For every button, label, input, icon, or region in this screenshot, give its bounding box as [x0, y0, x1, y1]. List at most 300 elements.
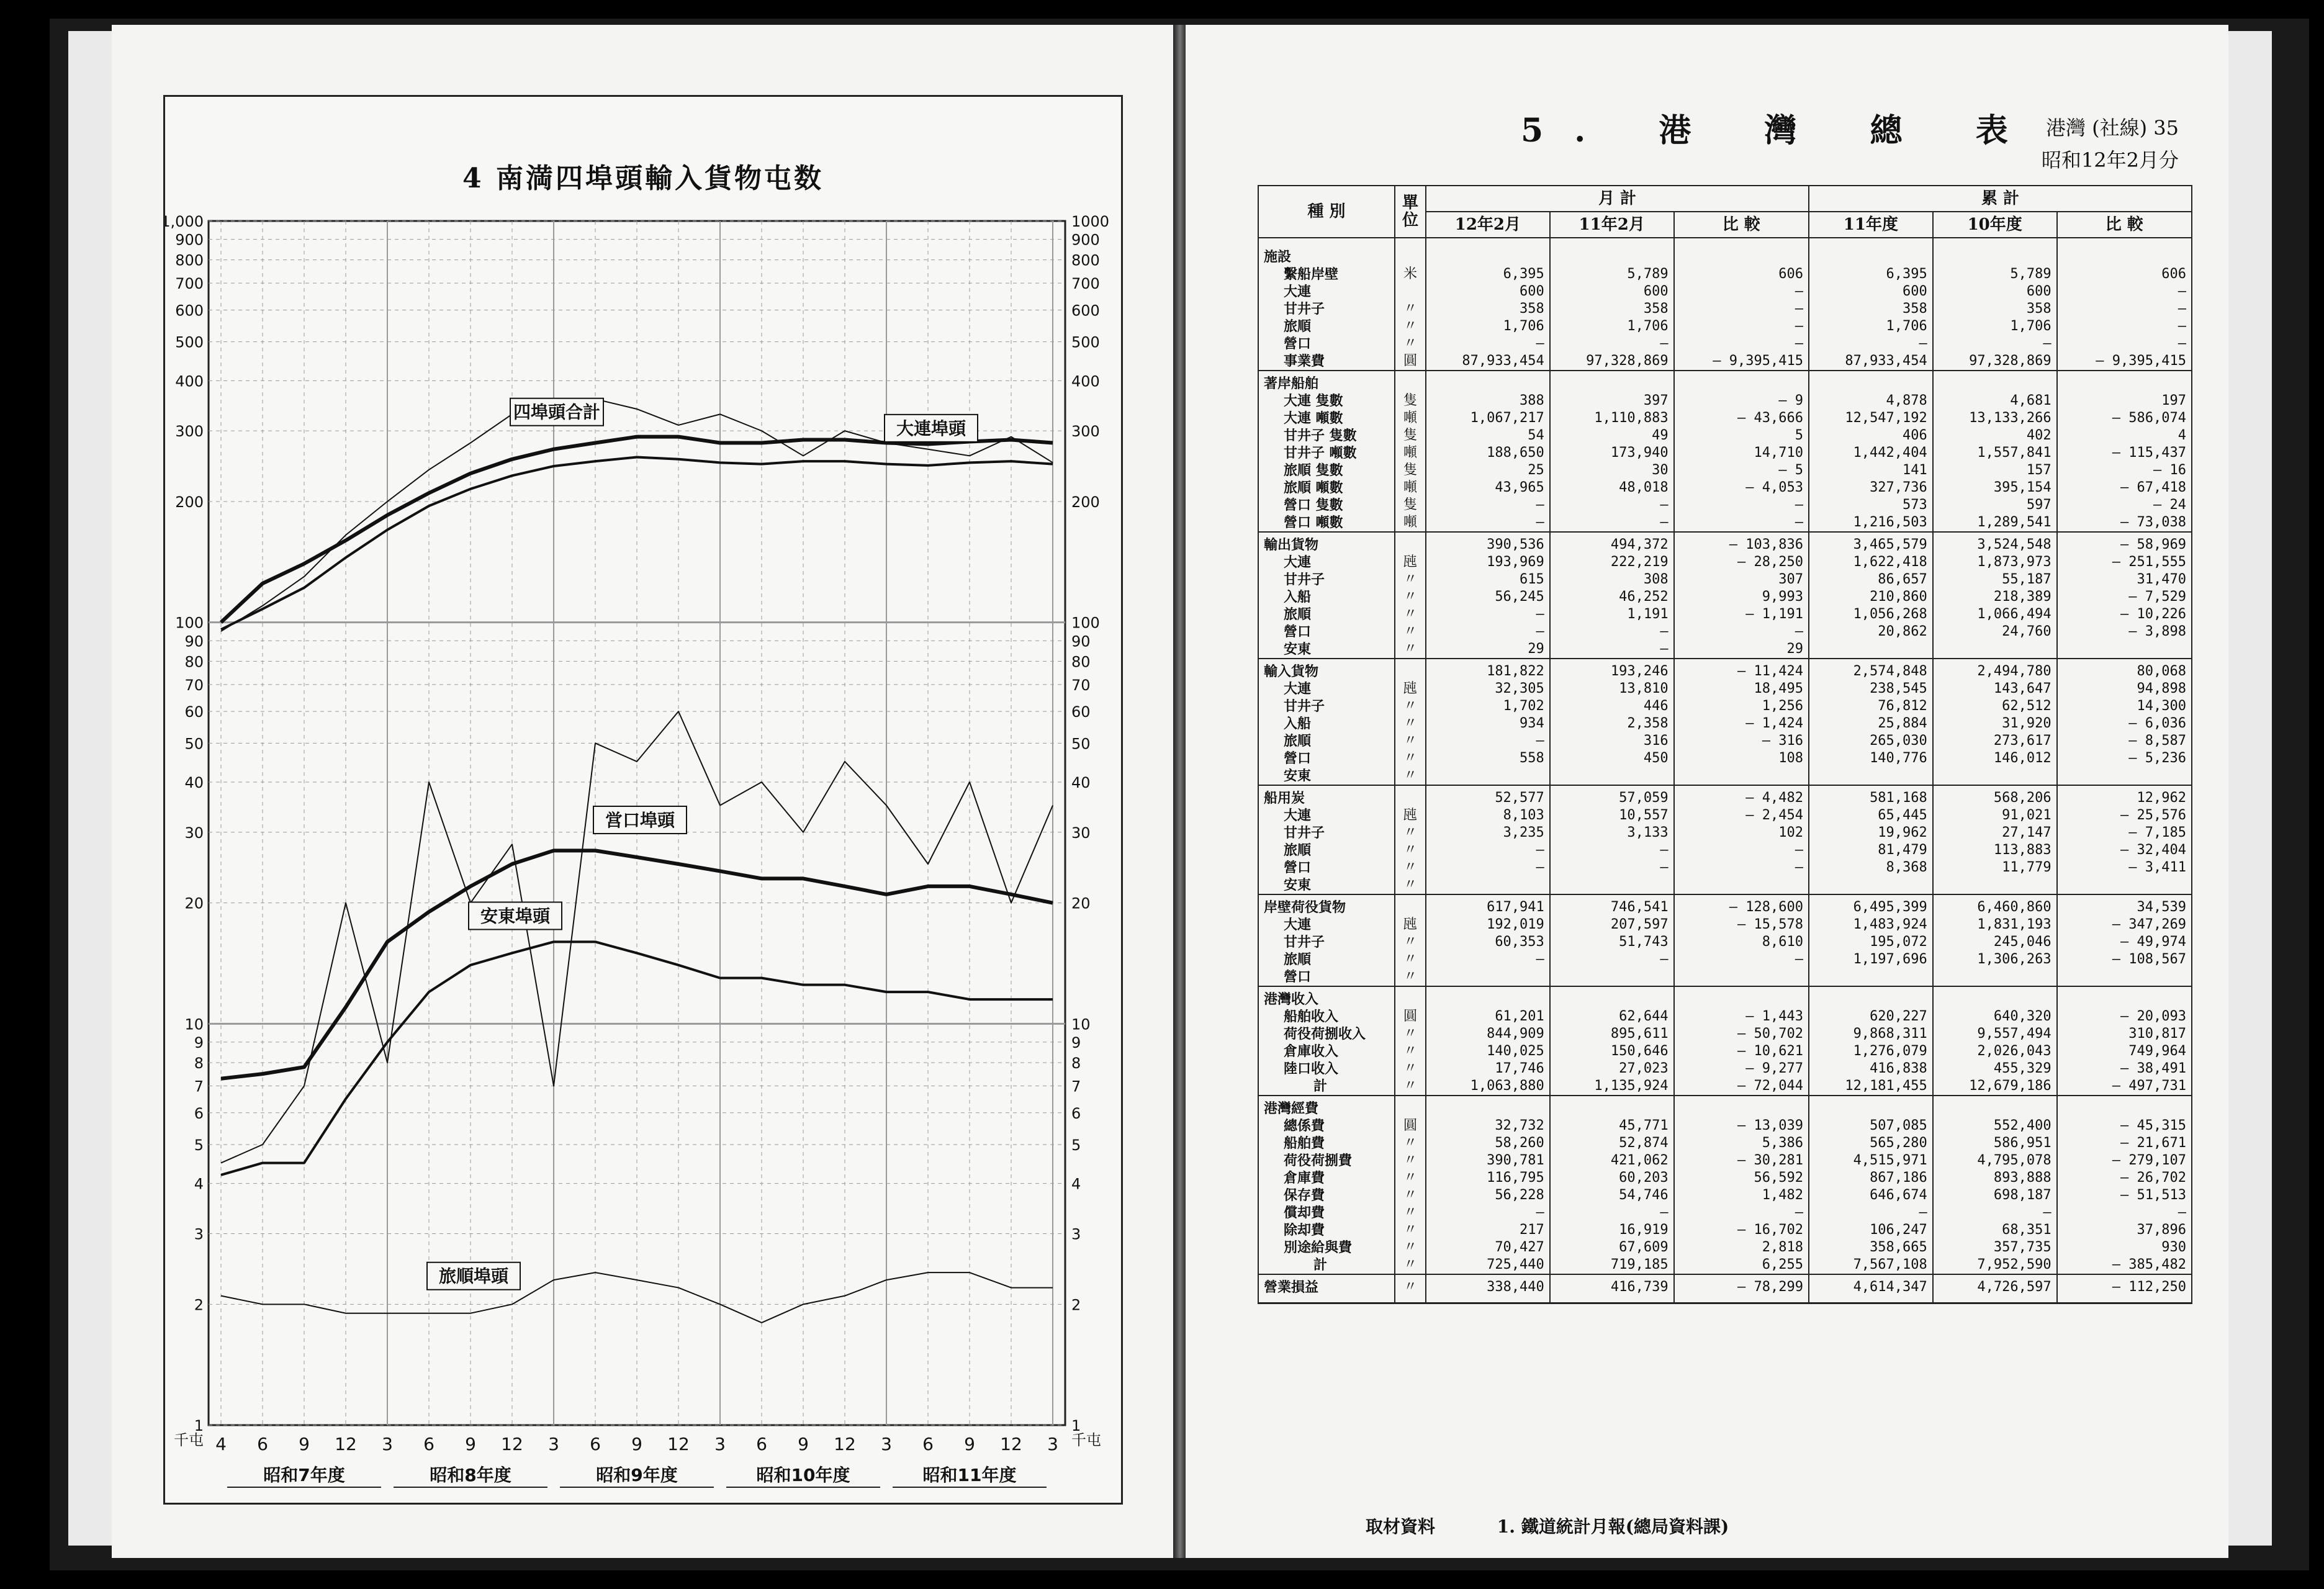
row-label-text: 大連: [1284, 554, 1312, 570]
row-unit: 瓲: [1395, 554, 1426, 571]
row-value: —: [1674, 859, 1809, 876]
row-unit: 瓲: [1395, 916, 1426, 934]
table-row: [1258, 1135, 2192, 1152]
row-unit: [1395, 238, 1426, 266]
row-value: —: [1674, 951, 1809, 968]
row-label: [1258, 283, 1395, 300]
row-unit: [1395, 532, 1426, 554]
col-category: 種 別: [1258, 186, 1395, 238]
y-tick-label-right: 7: [1071, 1078, 1081, 1096]
row-value: 1,622,418: [1809, 554, 1933, 571]
row-label: [1258, 318, 1395, 335]
annotation-label: 四埠頭合計: [513, 402, 601, 423]
table-row: [1258, 532, 2192, 554]
row-value: — 115,437: [2057, 444, 2192, 462]
row-unit: 〃: [1395, 571, 1426, 588]
row-label-text: 大連 噸數: [1284, 410, 1343, 426]
table-row: [1258, 1096, 2192, 1117]
table-row: [1258, 859, 2192, 876]
row-value: [1809, 1096, 1933, 1117]
row-label: [1258, 1008, 1395, 1025]
row-value: 193,969: [1426, 554, 1550, 571]
row-value: — 10,621: [1674, 1043, 1809, 1060]
row-value: —: [1550, 335, 1674, 353]
row-value: — 16: [2057, 462, 2192, 479]
row-label-text: 營口: [1284, 624, 1312, 640]
row-unit: [1395, 371, 1426, 392]
row-value: 390,781: [1426, 1152, 1550, 1169]
row-label-text: 甘井子: [1284, 572, 1325, 588]
row-value: 600: [1933, 283, 2057, 300]
row-value: 91,021: [1933, 807, 2057, 824]
row-label-text: 陸口收入: [1284, 1061, 1339, 1077]
row-unit: 〃: [1395, 1256, 1426, 1274]
row-label: [1258, 532, 1395, 554]
row-value: 113,883: [1933, 842, 2057, 859]
row-value: 719,185: [1550, 1256, 1674, 1274]
table-row: [1258, 1239, 2192, 1256]
row-value: 1,135,924: [1550, 1078, 1674, 1096]
row-value: —: [1674, 514, 1809, 532]
row-value: [1674, 767, 1809, 785]
row-label-text: 計: [1313, 1078, 1328, 1094]
x-tick-label: 3: [548, 1434, 559, 1454]
row-value: —: [1550, 951, 1674, 968]
x-tick-label: 12: [834, 1434, 856, 1454]
table-row: [1258, 750, 2192, 767]
row-value: 646,674: [1809, 1187, 1933, 1204]
y-tick-label-left: 50: [184, 735, 204, 753]
row-value: — 11,424: [1674, 659, 1809, 680]
y-tick-label-left: 7: [194, 1078, 204, 1096]
row-value: 844,909: [1426, 1025, 1550, 1043]
row-label-text: 荷役荷捌收入: [1284, 1026, 1366, 1042]
row-value: — 78,299: [1674, 1274, 1809, 1303]
row-value: 308: [1550, 571, 1674, 588]
row-value: 388: [1426, 392, 1550, 410]
row-value: — 108,567: [2057, 951, 2192, 968]
row-value: 67,609: [1550, 1239, 1674, 1256]
row-label-text: 船舶費: [1284, 1135, 1325, 1151]
row-value: 930: [2057, 1239, 2192, 1256]
row-value: 173,940: [1550, 444, 1674, 462]
y-tick-label-right: 40: [1071, 774, 1091, 792]
row-label-text: 營口 隻數: [1284, 497, 1343, 513]
row-label: [1258, 1274, 1395, 1303]
row-unit: 〃: [1395, 1204, 1426, 1222]
row-value: — 1,443: [1674, 1008, 1809, 1025]
row-value: — 51,513: [2057, 1187, 2192, 1204]
row-value: 61,201: [1426, 1008, 1550, 1025]
row-label: [1258, 353, 1395, 371]
row-value: 48,018: [1550, 479, 1674, 497]
y-tick-label-right: 90: [1071, 632, 1091, 650]
row-value: — 49,974: [2057, 934, 2192, 951]
row-value: 1,276,079: [1809, 1043, 1933, 1060]
row-value: 934: [1426, 715, 1550, 732]
row-unit: 〃: [1395, 623, 1426, 641]
table-row: [1258, 588, 2192, 606]
row-label-text: 倉庫收入: [1284, 1043, 1339, 1060]
row-label: [1258, 335, 1395, 353]
row-label-text: 事業費: [1284, 353, 1325, 369]
row-value: 62,512: [1933, 698, 2057, 715]
row-value: 316: [1550, 732, 1674, 750]
row-value: 606: [1674, 266, 1809, 283]
table-row: [1258, 266, 2192, 283]
y-tick-label-right: 6: [1071, 1104, 1081, 1122]
row-value: 195,072: [1809, 934, 1933, 951]
y-tick-label-right: 30: [1071, 824, 1091, 842]
row-value: —: [1674, 283, 1809, 300]
row-value: 494,372: [1550, 532, 1674, 554]
row-value: — 16,702: [1674, 1222, 1809, 1239]
table-row: [1258, 1169, 2192, 1187]
table-row: [1258, 732, 2192, 750]
row-value: 568,206: [1933, 785, 2057, 807]
y-tick-label-right: 10: [1071, 1015, 1091, 1033]
col-c1: 11年度: [1809, 212, 1933, 238]
x-tick-label: 4: [215, 1434, 227, 1454]
row-value: 4,681: [1933, 392, 2057, 410]
row-label-text: 甘井子: [1284, 301, 1325, 317]
row-value: 238,545: [1809, 680, 1933, 698]
row-value: 416,838: [1809, 1060, 1933, 1078]
row-value: 1,702: [1426, 698, 1550, 715]
row-value: — 73,038: [2057, 514, 2192, 532]
table-row: [1258, 986, 2192, 1008]
row-unit: 噸: [1395, 410, 1426, 427]
row-value: —: [1809, 335, 1933, 353]
source-label: 取材資料: [1366, 1516, 1436, 1537]
row-value: — 5: [1674, 462, 1809, 479]
row-label-text: 大連: [1284, 808, 1312, 824]
row-value: 157: [1933, 462, 2057, 479]
table-row: [1258, 1117, 2192, 1135]
row-value: 1,067,217: [1426, 410, 1550, 427]
row-value: 4,726,597: [1933, 1274, 2057, 1303]
row-label: [1258, 1222, 1395, 1239]
row-value: 3,465,579: [1809, 532, 1933, 554]
row-value: 27,023: [1550, 1060, 1674, 1078]
x-tick-label: 9: [299, 1434, 310, 1454]
chart-frame: [163, 95, 1123, 1505]
row-value: 140,025: [1426, 1043, 1550, 1060]
row-value: —: [1674, 300, 1809, 318]
row-value: 37,896: [2057, 1222, 2192, 1239]
row-value: 9,557,494: [1933, 1025, 2057, 1043]
x-tick-label: 9: [964, 1434, 975, 1454]
row-value: —: [1550, 842, 1674, 859]
row-value: 12,962: [2057, 785, 2192, 807]
row-value: 1,216,503: [1809, 514, 1933, 532]
row-label-text: 著岸船舶: [1264, 376, 1319, 392]
row-value: 1,557,841: [1933, 444, 2057, 462]
row-value: 76,812: [1809, 698, 1933, 715]
table-row: [1258, 283, 2192, 300]
row-label-text: 倉庫費: [1284, 1170, 1325, 1186]
y-tick-label-left: 30: [184, 824, 204, 842]
row-value: 1,056,268: [1809, 606, 1933, 623]
row-value: 416,739: [1550, 1274, 1674, 1303]
row-value: 310,817: [2057, 1025, 2192, 1043]
row-value: — 103,836: [1674, 532, 1809, 554]
table-row: [1258, 410, 2192, 427]
y-tick-label-right: 2: [1071, 1296, 1081, 1314]
row-label: [1258, 986, 1395, 1008]
source-text: 1. 鐵道統計月報(總局資料課): [1497, 1516, 1729, 1537]
row-unit: 〃: [1395, 951, 1426, 968]
row-value: — 72,044: [1674, 1078, 1809, 1096]
row-value: 6,495,399: [1809, 894, 1933, 916]
row-unit: 隻: [1395, 462, 1426, 479]
row-value: 446: [1550, 698, 1674, 715]
row-value: 14,710: [1674, 444, 1809, 462]
x-tick-label: 12: [335, 1434, 357, 1454]
table-row: [1258, 371, 2192, 392]
row-value: 565,280: [1809, 1135, 1933, 1152]
y-tick-label-right: 100: [1071, 614, 1100, 632]
table-row: [1258, 1025, 2192, 1043]
row-label: [1258, 300, 1395, 318]
row-value: 8,368: [1809, 859, 1933, 876]
row-unit: 〃: [1395, 1078, 1426, 1096]
row-value: 3,133: [1550, 824, 1674, 842]
row-value: 338,440: [1426, 1274, 1550, 1303]
row-unit: 〃: [1395, 859, 1426, 876]
row-value: 58,260: [1426, 1135, 1550, 1152]
y-unit-label-left: 千屯: [174, 1431, 204, 1449]
row-value: [1426, 238, 1550, 266]
row-label-text: 營口 噸數: [1284, 515, 1343, 531]
row-value: — 586,074: [2057, 410, 2192, 427]
y-tick-label-right: 200: [1071, 493, 1100, 511]
row-label: [1258, 571, 1395, 588]
row-label: [1258, 588, 1395, 606]
row-value: 1,191: [1550, 606, 1674, 623]
table-row: [1258, 641, 2192, 659]
row-value: 51,743: [1550, 934, 1674, 951]
row-value: 6,255: [1674, 1256, 1809, 1274]
row-value: [1550, 986, 1674, 1008]
row-value: 6,395: [1426, 266, 1550, 283]
row-value: — 21,671: [2057, 1135, 2192, 1152]
x-year-group-label: 昭和8年度: [430, 1465, 511, 1485]
table-row: [1258, 514, 2192, 532]
row-label: [1258, 1060, 1395, 1078]
x-tick-label: 3: [881, 1434, 892, 1454]
y-tick-label-right: 1: [1071, 1417, 1081, 1434]
row-value: —: [2057, 1204, 2192, 1222]
y-tick-label-right: 9: [1071, 1033, 1081, 1051]
table-row: [1258, 427, 2192, 444]
row-value: 1,110,883: [1550, 410, 1674, 427]
table-row: [1258, 335, 2192, 353]
row-value: [1550, 767, 1674, 785]
row-value: —: [1809, 1204, 1933, 1222]
row-value: 30: [1550, 462, 1674, 479]
row-value: [1809, 968, 1933, 986]
table-row: [1258, 1274, 2192, 1303]
row-value: 273,617: [1933, 732, 2057, 750]
row-value: 6,395: [1809, 266, 1933, 283]
row-unit: [1395, 1096, 1426, 1117]
row-value: — 251,555: [2057, 554, 2192, 571]
row-value: — 28,250: [1674, 554, 1809, 571]
row-value: 8,610: [1674, 934, 1809, 951]
y-tick-label-left: 2: [194, 1296, 204, 1314]
row-value: 140,776: [1809, 750, 1933, 767]
row-value: 207,597: [1550, 916, 1674, 934]
row-value: 725,440: [1426, 1256, 1550, 1274]
row-label-text: 甘井子: [1284, 825, 1325, 841]
row-value: 2,026,043: [1933, 1043, 2057, 1060]
chart-title: 4 南満四埠頭輸入貨物屯数: [462, 163, 824, 194]
row-value: 640,320: [1933, 1008, 2057, 1025]
row-value: [1933, 968, 2057, 986]
x-tick-label: 3: [714, 1434, 726, 1454]
row-value: 395,154: [1933, 479, 2057, 497]
x-tick-label: 12: [667, 1434, 690, 1454]
row-value: [2057, 876, 2192, 894]
y-tick-label-left: 300: [175, 423, 204, 441]
row-label: [1258, 479, 1395, 497]
row-value: 17,746: [1426, 1060, 1550, 1078]
row-value: 25,884: [1809, 715, 1933, 732]
table-row: [1258, 698, 2192, 715]
row-unit: 〃: [1395, 1187, 1426, 1204]
table-row: [1258, 824, 2192, 842]
y-tick-label-right: 70: [1071, 676, 1091, 694]
row-label-text: 別途給與費: [1284, 1240, 1353, 1256]
row-label: [1258, 641, 1395, 659]
row-unit: 〃: [1395, 876, 1426, 894]
row-label-text: 施設: [1264, 249, 1292, 265]
y-tick-label-right: 300: [1071, 423, 1100, 441]
row-value: 12,181,455: [1809, 1078, 1933, 1096]
row-value: —: [1674, 1204, 1809, 1222]
section-title: 5. 港 灣 總 表: [1521, 112, 2039, 150]
row-unit: 〃: [1395, 335, 1426, 353]
row-value: [1809, 767, 1933, 785]
row-value: [1674, 1096, 1809, 1117]
y-tick-label-left: 10: [184, 1015, 204, 1033]
row-unit: 〃: [1395, 588, 1426, 606]
row-label: [1258, 1078, 1395, 1096]
row-value: — 1,424: [1674, 715, 1809, 732]
table-row: [1258, 554, 2192, 571]
row-value: —: [1426, 859, 1550, 876]
row-unit: 〃: [1395, 732, 1426, 750]
row-value: 218,389: [1933, 588, 2057, 606]
y-tick-label-right: 1000: [1071, 213, 1110, 230]
row-value: 108: [1674, 750, 1809, 767]
row-value: 32,732: [1426, 1117, 1550, 1135]
table-row: [1258, 497, 2192, 514]
row-label-text: 港灣經費: [1264, 1101, 1319, 1117]
y-tick-label-left: 200: [175, 493, 204, 511]
row-unit: 〃: [1395, 715, 1426, 732]
row-value: [1550, 238, 1674, 266]
row-value: —: [1674, 335, 1809, 353]
row-value: — 30,281: [1674, 1152, 1809, 1169]
row-value: [1933, 986, 2057, 1008]
row-value: —: [1550, 641, 1674, 659]
x-tick-label: 6: [922, 1434, 934, 1454]
table-row: [1258, 951, 2192, 968]
x-tick-label: 12: [501, 1434, 523, 1454]
row-value: —: [1426, 1204, 1550, 1222]
row-label-text: 計: [1313, 1257, 1328, 1273]
row-value: — 497,731: [2057, 1078, 2192, 1096]
period-label: 昭和12年2月分: [2041, 148, 2179, 172]
row-value: 1,063,880: [1426, 1078, 1550, 1096]
row-value: [1809, 986, 1933, 1008]
row-value: 25: [1426, 462, 1550, 479]
table-row: [1258, 842, 2192, 859]
row-label-text: 入船: [1284, 589, 1312, 605]
row-value: [1550, 968, 1674, 986]
table-row: [1258, 807, 2192, 824]
row-value: 80,068: [2057, 659, 2192, 680]
row-value: [1933, 1096, 2057, 1117]
row-value: 106,247: [1809, 1222, 1933, 1239]
col-cumulative: 累 計: [1809, 186, 2192, 212]
row-value: 12,547,192: [1809, 410, 1933, 427]
row-value: — 9,395,415: [2057, 353, 2192, 371]
row-value: [1809, 876, 1933, 894]
row-label-text: 營業損益: [1264, 1279, 1319, 1295]
row-label: [1258, 916, 1395, 934]
row-value: 12,679,186: [1933, 1078, 2057, 1096]
row-value: 60,203: [1550, 1169, 1674, 1187]
row-value: 87,933,454: [1809, 353, 1933, 371]
row-value: — 67,418: [2057, 479, 2192, 497]
row-value: [1809, 641, 1933, 659]
row-label: [1258, 698, 1395, 715]
row-label-text: 輸入貨物: [1264, 664, 1319, 680]
row-value: [1426, 968, 1550, 986]
row-value: [2057, 371, 2192, 392]
row-label: [1258, 750, 1395, 767]
row-value: 358: [1426, 300, 1550, 318]
row-value: 222,219: [1550, 554, 1674, 571]
row-label-text: 甘井子: [1284, 698, 1325, 714]
row-unit: 〃: [1395, 300, 1426, 318]
row-value: 5: [1674, 427, 1809, 444]
row-value: 4,515,971: [1809, 1152, 1933, 1169]
y-tick-label-left: 600: [175, 302, 204, 320]
y-tick-label-left: 4: [194, 1175, 204, 1193]
col-m3: 比 較: [1674, 212, 1809, 238]
row-label: [1258, 514, 1395, 532]
row-value: 56,228: [1426, 1187, 1550, 1204]
row-value: [2057, 1096, 2192, 1117]
x-year-group-label: 昭和9年度: [596, 1465, 678, 1485]
row-value: — 385,482: [2057, 1256, 2192, 1274]
row-label: [1258, 606, 1395, 623]
row-value: 141: [1809, 462, 1933, 479]
row-value: 1,706: [1809, 318, 1933, 335]
row-value: 57,059: [1550, 785, 1674, 807]
row-value: 52,577: [1426, 785, 1550, 807]
row-value: —: [1426, 606, 1550, 623]
row-label-text: 旅順 噸數: [1284, 480, 1343, 496]
y-tick-label-left: 9: [194, 1033, 204, 1051]
y-tick-label-right: 4: [1071, 1175, 1081, 1193]
row-value: 65,445: [1809, 807, 1933, 824]
row-value: 20,862: [1809, 623, 1933, 641]
